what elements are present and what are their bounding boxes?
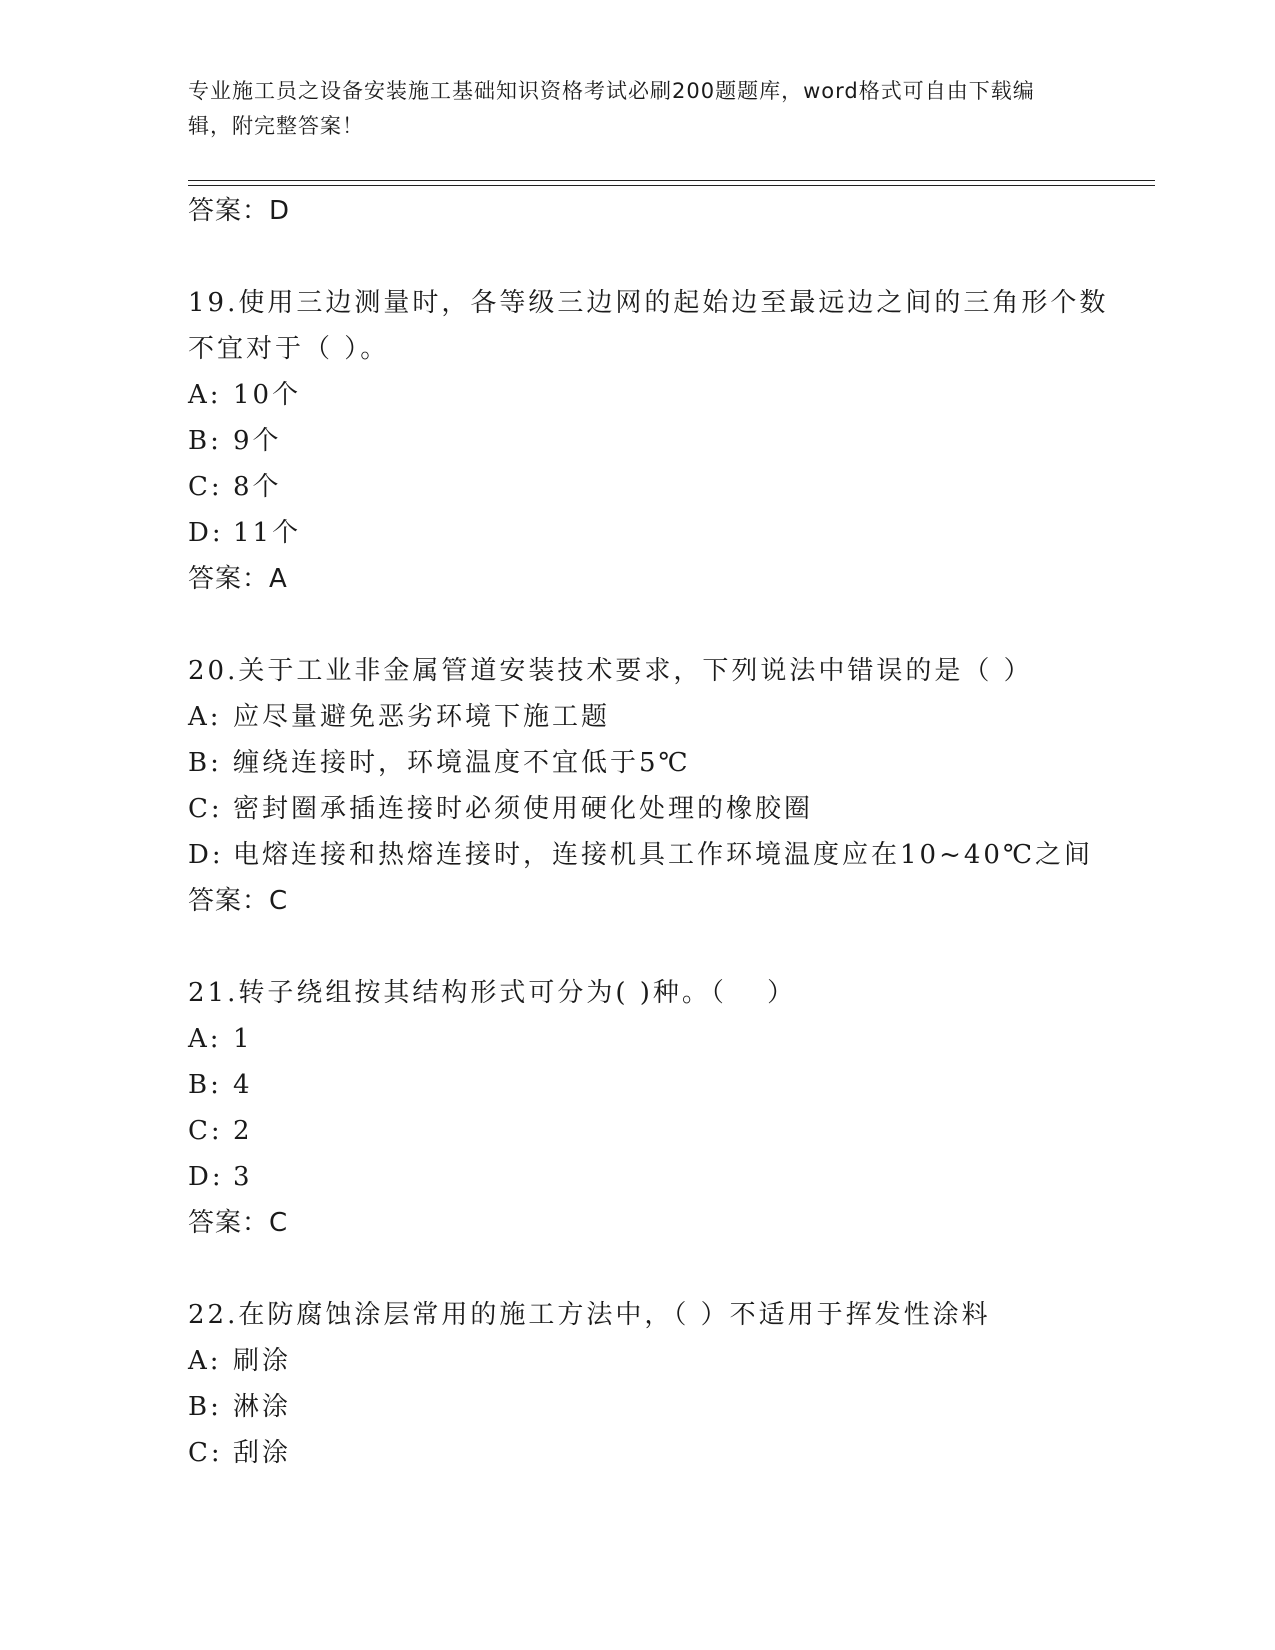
option-key: A: bbox=[188, 380, 222, 410]
option-text: 2 bbox=[233, 1116, 253, 1146]
option-a bbox=[188, 694, 1118, 740]
option-a bbox=[188, 1016, 1118, 1062]
question-stem: 20.关于工业非金属管道安装技术要求，下列说法中错误的是（ ） bbox=[188, 656, 1033, 686]
option-key: D: bbox=[188, 1162, 224, 1192]
option-b bbox=[188, 1384, 1118, 1430]
option-text: 8个 bbox=[233, 472, 282, 502]
question-stem: 21.转子绕组按其结构形式可分为( )种。（ ） bbox=[188, 978, 797, 1008]
option-text: 密封圈承插连接时必须使用硬化处理的橡胶圈 bbox=[233, 794, 814, 824]
question-22 bbox=[188, 1292, 1118, 1476]
option-key: D: bbox=[188, 840, 224, 870]
option-text: 1 bbox=[233, 1024, 253, 1054]
option-key: B: bbox=[188, 426, 222, 456]
option-key: C: bbox=[188, 1438, 223, 1468]
option-text: 9个 bbox=[233, 426, 282, 456]
option-key: A: bbox=[188, 1024, 222, 1054]
answer-line: 答案：C bbox=[188, 886, 289, 916]
option-c bbox=[188, 786, 1118, 832]
question-stem: 19.使用三边测量时，各等级三边网的起始边至最远边之间的三角形个数不宜对于（ ）。 bbox=[188, 288, 1109, 364]
option-b bbox=[188, 418, 1118, 464]
document-body bbox=[188, 188, 1118, 1476]
question-20 bbox=[188, 648, 1118, 924]
option-a bbox=[188, 1338, 1118, 1384]
document-header: 专业施工员之设备安装施工基础知识资格考试必刷200题题库，word格式可自由下载编辑，附完整答案！ bbox=[188, 79, 1035, 138]
previous-answer: 答案：D bbox=[188, 196, 291, 226]
option-key: D: bbox=[188, 518, 224, 548]
option-text: 应尽量避免恶劣环境下施工题 bbox=[233, 702, 611, 732]
option-text: 4 bbox=[233, 1070, 253, 1100]
option-b bbox=[188, 1062, 1118, 1108]
option-text: 刷涂 bbox=[233, 1346, 292, 1376]
option-d bbox=[188, 510, 1118, 556]
option-key: A: bbox=[188, 1346, 222, 1376]
option-key: C: bbox=[188, 1116, 223, 1146]
option-text: 10个 bbox=[233, 380, 302, 410]
header-divider-bottom bbox=[188, 185, 1155, 186]
answer-line: 答案：A bbox=[188, 564, 288, 594]
option-c bbox=[188, 1108, 1118, 1154]
option-b bbox=[188, 740, 1118, 786]
question-19 bbox=[188, 280, 1118, 602]
question-21 bbox=[188, 970, 1118, 1246]
option-d bbox=[188, 1154, 1118, 1200]
option-c bbox=[188, 1430, 1118, 1476]
option-text: 淋涂 bbox=[233, 1392, 292, 1422]
option-text: 刮涂 bbox=[233, 1438, 292, 1468]
option-key: B: bbox=[188, 748, 222, 778]
option-text: 电熔连接和热熔连接时，连接机具工作环境温度应在10~40℃之间 bbox=[233, 840, 1094, 870]
option-a bbox=[188, 372, 1118, 418]
question-stem: 22.在防腐蚀涂层常用的施工方法中，（ ）不适用于挥发性涂料 bbox=[188, 1300, 991, 1330]
option-key: B: bbox=[188, 1392, 222, 1422]
option-key: C: bbox=[188, 472, 223, 502]
option-key: A: bbox=[188, 702, 222, 732]
option-text: 缠绕连接时，环境温度不宜低于5℃ bbox=[233, 748, 691, 778]
answer-line: 答案：C bbox=[188, 1208, 289, 1238]
option-text: 11个 bbox=[233, 518, 302, 548]
option-key: C: bbox=[188, 794, 223, 824]
header-divider-top bbox=[188, 180, 1155, 181]
option-d bbox=[188, 832, 1118, 878]
option-text: 3 bbox=[233, 1162, 253, 1192]
option-key: B: bbox=[188, 1070, 222, 1100]
option-c bbox=[188, 464, 1118, 510]
